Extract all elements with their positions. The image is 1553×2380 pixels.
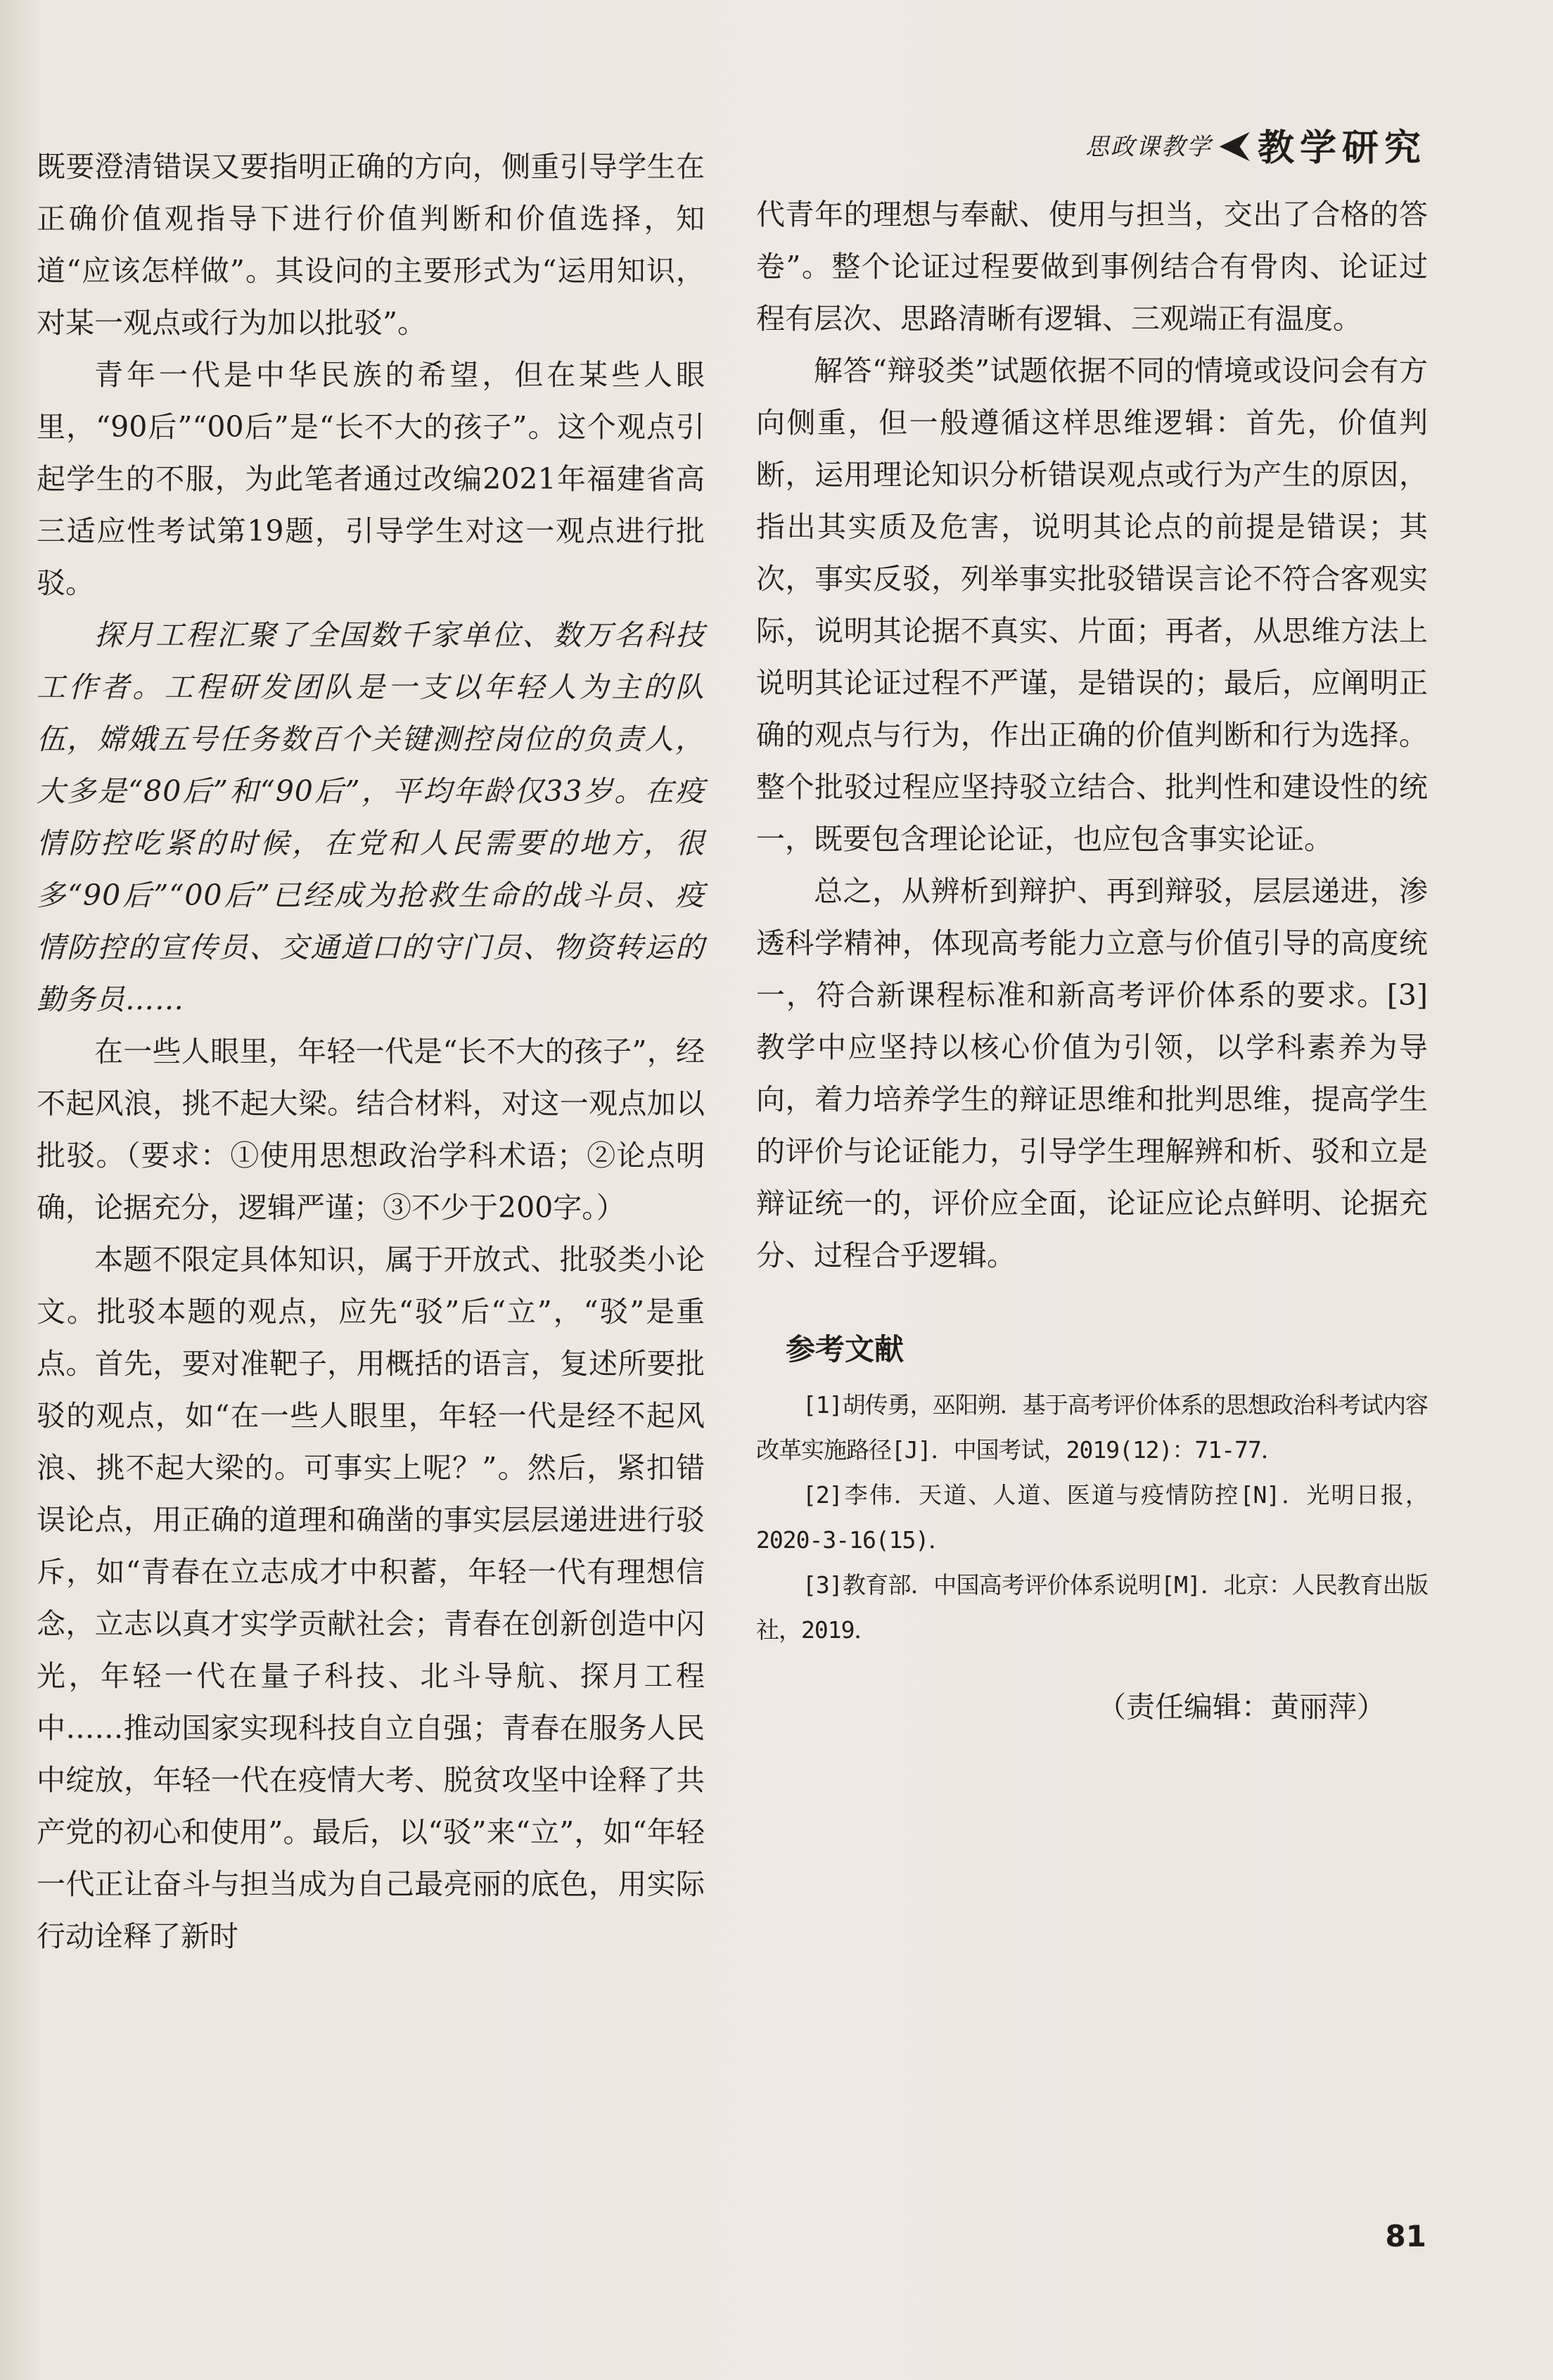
paragraph: 总之，从辨析到辩护、再到辩驳，层层递进，渗透科学精神，体现高考能力立意与价值引导的高度统一，符合新课程标准和新高考评价体系的要求。[3]教学中应坚持以核心价值为引领，以学科素养为导向，着力培养学生的辩证思维和批判思维，提高学生的评价与论证能力，引导学生理解辨和析、驳和立是辩证统一的，评价应全面，论证应论点鲜明、论据充分、过程合乎逻辑。 <box>756 874 1428 1272</box>
paragraph: 本题不限定具体知识，属于开放式、批驳类小论文。批驳本题的观点，应先“驳”后“立”，“驳”是重点。首先，要对准靶子，用概括的语言，复述所要批驳的观点，如“在一些人眼里，年轻一代是经不起风浪、挑不起大梁的。可事实上呢？”。然后，紧扣错误论点，用正确的道理和确凿的事实层层递进进行驳斥，如“青春在立志成才中积蓄，年轻一代有理想信念，立志以真才实学贡献社会；青春在创新创造中闪光，年轻一代在量子科技、北斗导航、探月工程中……推动国家实现科技自立自强；青春在服务人民中绽放，年轻一代在疫情大考、脱贫攻坚中诠释了共产党的初心和使用”。最后，以“驳”来“立”，如“年轻一代正让奋斗与担当成为自己最亮丽的底色，用实际行动诠释了新时 <box>37 1243 705 1953</box>
references-heading: 参考文献 <box>786 1332 905 1367</box>
paragraph: 在一些人眼里，年轻一代是“长不大的孩子”，经不起风浪，挑不起大梁。结合材料，对这一观点加以批驳。（要求：①使用思想政治学科术语；②论点明确，论据充分，逻辑严谨；③不少于200字。） <box>37 1035 705 1224</box>
reference-item: [2]李伟．天道、人道、医道与疫情防控[N]．光明日报，2020-3-16(15)． <box>756 1481 1428 1554</box>
paragraph: 代青年的理想与奉献、使用与担当，交出了合格的答卷”。整个论证过程要做到事例结合有骨肉、论证过程有层次、思路清晰有逻辑、三观端正有温度。 <box>756 198 1428 335</box>
reference-item: [3]教育部．中国高考评价体系说明[M]．北京：人民教育出版社，2019． <box>756 1571 1428 1644</box>
quoted-material: 探月工程汇聚了全国数千家单位、数万名科技工作者。工程研发团队是一支以年轻人为主的队伍，嫦娥五号任务数百个关键测控岗位的负责人，大多是“80后”和“90后”，平均年龄仅33岁。在疫情防控吃紧的时候，在党和人民需要的地方，很多“90后”“00后”已经成为抢救生命的战斗员、疫情防控的宣传员、交通道口的守门员、物资转运的勤务员…… <box>37 618 705 1016</box>
paragraph: 解答“辩驳类”试题依据不同的情境或设问会有方向侧重，但一般遵循这样思维逻辑：首先，价值判断，运用理论知识分析错误观点或行为产生的原因，指出其实质及危害，说明其论点的前提是错误；其次，事实反驳，列举事实批驳错误言论不符合客观实际，说明其论据不真实、片面；再者，从思维方法上说明其论证过程不严谨，是错误的；最后，应阐明正确的观点与行为，作出正确的价值判断和行为选择。整个批驳过程应坚持驳立结合、批判性和建设性的统一，既要包含理论论证，也应包含事实论证。 <box>756 354 1428 856</box>
section-label: 思政课教学 <box>1085 133 1213 161</box>
running-header <box>1085 118 1426 171</box>
right-column <box>756 188 1428 1733</box>
page-number: 81 <box>1385 2219 1426 2253</box>
left-column <box>37 141 705 1962</box>
paragraph: 既要澄清错误又要指明正确的方向，侧重引导学生在正确价值观指导下进行价值判断和价值选择，知道“应该怎样做”。其设问的主要形式为“运用知识，对某一观点或行为加以批驳”。 <box>37 150 705 340</box>
responsible-editor: （责任编辑：黄丽萍） <box>1097 1690 1386 1724</box>
section-title: 教学研究 <box>1257 127 1426 169</box>
arrow-left-icon: ⮜ <box>1219 123 1251 166</box>
paragraph: 青年一代是中华民族的希望，但在某些人眼里，“90后”“00后”是“长不大的孩子”。这个观点引起学生的不服，为此笔者通过改编2021年福建省高三适应性考试第19题，引导学生对这一观点进行批驳。 <box>37 358 705 600</box>
reference-item: [1]胡传勇，巫阳朔．基于高考评价体系的思想政治科考试内容改革实施路径[J]．中国考试，2019(12)：71-77． <box>756 1391 1428 1464</box>
